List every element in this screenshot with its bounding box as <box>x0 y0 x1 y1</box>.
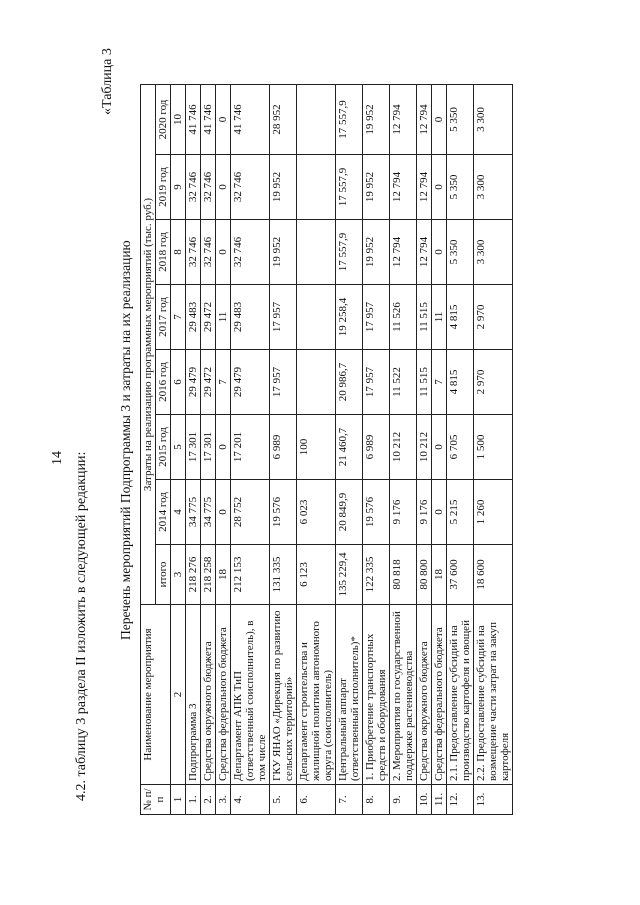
year-value: 17 557,9 <box>336 155 363 220</box>
table-caption: Перечень мероприятий Подпрограммы 3 и затраты на их реализацию <box>118 240 133 640</box>
total-value: 80 800 <box>417 545 432 605</box>
year-value: 32 746 <box>201 220 216 285</box>
year-value: 6 989 <box>270 415 297 480</box>
row-number: 12. <box>447 785 474 815</box>
year-value: 32 746 <box>186 220 201 285</box>
year-value: 12 794 <box>417 84 432 154</box>
row-number: 10. <box>417 785 432 815</box>
table-row <box>432 84 447 814</box>
year-value <box>297 220 336 285</box>
year-value: 4 815 <box>447 285 474 350</box>
measure-name: 1. Приобретение транспортных средств и оборудования <box>363 605 390 785</box>
year-value: 6 989 <box>363 415 390 480</box>
year-value: 2 970 <box>474 350 513 415</box>
year-value: 0 <box>216 84 231 154</box>
table-row <box>417 84 432 814</box>
year-value: 12 794 <box>390 220 417 285</box>
measure-name: 2.2. Предоставление субсидий на возмещение части затрат на закуп картофеля <box>474 605 513 785</box>
year-value: 0 <box>432 415 447 480</box>
year-value: 17 201 <box>231 415 270 480</box>
row-number: 7. <box>336 785 363 815</box>
total-value: 18 <box>432 545 447 605</box>
year-value: 17 957 <box>363 285 390 350</box>
year-value: 6 023 <box>297 480 336 545</box>
table-row <box>363 84 390 814</box>
year-value: 34 775 <box>201 480 216 545</box>
year-value: 32 746 <box>231 155 270 220</box>
year-value: 11 <box>216 285 231 350</box>
row-number: 2. <box>201 785 216 815</box>
row-number: 4. <box>231 785 270 815</box>
year-value: 19 952 <box>363 155 390 220</box>
total-value: 80 818 <box>390 545 417 605</box>
year-value: 7 <box>432 350 447 415</box>
total-value: 18 <box>216 545 231 605</box>
year-value: 11 515 <box>417 350 432 415</box>
year-value: 32 746 <box>231 220 270 285</box>
table-row <box>336 84 363 814</box>
header-year: 2017 год <box>156 285 171 350</box>
total-value: 135 229,4 <box>336 545 363 605</box>
column-number: 7 <box>171 285 186 350</box>
table-row <box>390 84 417 814</box>
year-value: 0 <box>432 84 447 154</box>
row-number: 1. <box>186 785 201 815</box>
column-number: 3 <box>171 545 186 605</box>
page-number: 14 <box>50 451 65 465</box>
header-total: итого <box>156 545 171 605</box>
header-year: 2019 год <box>156 155 171 220</box>
row-number: 8. <box>363 785 390 815</box>
year-value: 11 522 <box>390 350 417 415</box>
measure-name: 2. Мероприятия по государственной поддержке растениеводства <box>390 605 417 785</box>
year-value: 17 557,9 <box>336 84 363 154</box>
row-number: 3. <box>216 785 231 815</box>
year-value: 19 952 <box>363 84 390 154</box>
row-number: 9. <box>390 785 417 815</box>
table-row <box>297 84 336 814</box>
column-number: 8 <box>171 220 186 285</box>
measure-name: Центральный аппарат (ответственный исполнитель)* <box>336 605 363 785</box>
year-value: 1 500 <box>474 415 513 480</box>
table-tag: «Таблица 3 <box>100 48 115 115</box>
total-value: 212 153 <box>231 545 270 605</box>
year-value: 17 957 <box>270 350 297 415</box>
year-value: 41 746 <box>186 84 201 154</box>
measure-name: Средства федерального бюджета <box>432 605 447 785</box>
year-value: 32 746 <box>201 155 216 220</box>
year-value: 3 300 <box>474 220 513 285</box>
year-value: 4 815 <box>447 350 474 415</box>
year-value: 10 212 <box>417 415 432 480</box>
year-value: 2 970 <box>474 285 513 350</box>
year-value: 32 746 <box>186 155 201 220</box>
measures-table <box>140 84 513 815</box>
header-num: № п/п <box>141 785 171 815</box>
measure-name: Департамент строительства и жилищной политики автономного округа (соисполнитель) <box>297 605 336 785</box>
header-year: 2018 год <box>156 220 171 285</box>
year-value: 19 952 <box>270 220 297 285</box>
year-value: 41 746 <box>231 84 270 154</box>
year-value: 5 350 <box>447 220 474 285</box>
year-value: 0 <box>432 220 447 285</box>
year-value <box>297 84 336 154</box>
column-number: 4 <box>171 480 186 545</box>
column-number: 1 <box>171 785 186 815</box>
year-value: 10 212 <box>390 415 417 480</box>
measure-name: Департамент АПК ТиП (ответственный соисполнитель), в том числе <box>231 605 270 785</box>
year-value <box>297 285 336 350</box>
year-value: 41 746 <box>201 84 216 154</box>
year-value: 1 260 <box>474 480 513 545</box>
year-value: 0 <box>432 155 447 220</box>
year-value: 12 794 <box>417 220 432 285</box>
measure-name: Средства федерального бюджета <box>216 605 231 785</box>
year-value: 12 794 <box>417 155 432 220</box>
year-value: 9 176 <box>390 480 417 545</box>
year-value: 100 <box>297 415 336 480</box>
table-row <box>270 84 297 814</box>
year-value: 19 258,4 <box>336 285 363 350</box>
header-costs: Затраты на реализацию программных мероприятий (тыс. руб.) <box>141 84 156 604</box>
year-value: 20 849,9 <box>336 480 363 545</box>
row-number: 11. <box>432 785 447 815</box>
table-row <box>447 84 474 814</box>
column-number: 6 <box>171 350 186 415</box>
year-value: 12 794 <box>390 155 417 220</box>
year-value: 12 794 <box>390 84 417 154</box>
header-year: 2015 год <box>156 415 171 480</box>
year-value: 29 479 <box>231 350 270 415</box>
year-value: 29 483 <box>186 285 201 350</box>
year-value: 19 952 <box>270 155 297 220</box>
year-value: 20 986,7 <box>336 350 363 415</box>
row-number: 6. <box>297 785 336 815</box>
year-value: 29 472 <box>201 285 216 350</box>
table-row <box>474 84 513 814</box>
measure-name: Средства окружного бюджета <box>417 605 432 785</box>
measure-name: Средства окружного бюджета <box>201 605 216 785</box>
year-value: 28 752 <box>231 480 270 545</box>
row-number: 5. <box>270 785 297 815</box>
year-value: 0 <box>432 480 447 545</box>
year-value: 11 <box>432 285 447 350</box>
year-value: 17 957 <box>270 285 297 350</box>
year-value: 19 576 <box>270 480 297 545</box>
total-value: 122 335 <box>363 545 390 605</box>
year-value: 29 472 <box>201 350 216 415</box>
year-value: 0 <box>216 220 231 285</box>
year-value <box>297 350 336 415</box>
year-value: 28 952 <box>270 84 297 154</box>
year-value: 0 <box>216 480 231 545</box>
header-year: 2016 год <box>156 350 171 415</box>
table-row <box>231 84 270 814</box>
year-value: 6 705 <box>447 415 474 480</box>
header-year: 2014 год <box>156 480 171 545</box>
year-value: 29 483 <box>231 285 270 350</box>
year-value: 19 576 <box>363 480 390 545</box>
year-value: 11 526 <box>390 285 417 350</box>
year-value: 9 176 <box>417 480 432 545</box>
year-value: 19 952 <box>363 220 390 285</box>
lead-text: 4.2. таблицу 3 раздела II изложить в следующей редакции: <box>74 451 89 801</box>
year-value: 34 775 <box>186 480 201 545</box>
year-value: 17 957 <box>363 350 390 415</box>
year-value: 5 350 <box>447 84 474 154</box>
year-value: 17 301 <box>201 415 216 480</box>
total-value: 218 276 <box>186 545 201 605</box>
measure-name: Подпрограмма 3 <box>186 605 201 785</box>
total-value: 218 258 <box>201 545 216 605</box>
table-row <box>201 84 216 814</box>
column-number: 9 <box>171 155 186 220</box>
total-value: 18 600 <box>474 545 513 605</box>
total-value: 37 600 <box>447 545 474 605</box>
header-year: 2020 год <box>156 84 171 154</box>
measure-name: ГКУ ЯНАО «Дирекция по развитию сельских территорий» <box>270 605 297 785</box>
column-number: 10 <box>171 84 186 154</box>
year-value: 17 301 <box>186 415 201 480</box>
year-value: 5 350 <box>447 155 474 220</box>
year-value: 11 515 <box>417 285 432 350</box>
total-value: 131 335 <box>270 545 297 605</box>
year-value <box>297 155 336 220</box>
column-number: 5 <box>171 415 186 480</box>
total-value: 6 123 <box>297 545 336 605</box>
row-number: 13. <box>474 785 513 815</box>
measure-name: 2.1. Предоставление субсидий на производство картофеля и овощей <box>447 605 474 785</box>
table-row <box>216 84 231 814</box>
year-value: 5 215 <box>447 480 474 545</box>
year-value: 3 300 <box>474 84 513 154</box>
year-value: 7 <box>216 350 231 415</box>
year-value: 29 479 <box>186 350 201 415</box>
column-number: 2 <box>171 605 186 785</box>
table-row <box>186 84 201 814</box>
year-value: 21 460,7 <box>336 415 363 480</box>
header-name: Наименование мероприятия <box>141 605 171 785</box>
year-value: 0 <box>216 415 231 480</box>
year-value: 0 <box>216 155 231 220</box>
year-value: 3 300 <box>474 155 513 220</box>
year-value: 17 557,9 <box>336 220 363 285</box>
